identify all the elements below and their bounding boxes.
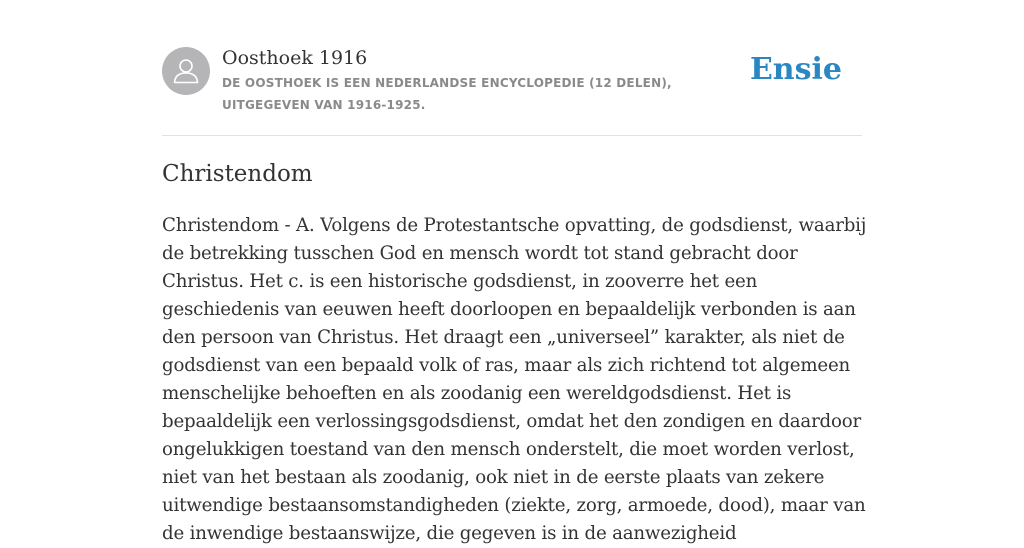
brand-logo[interactable]: Ensie (749, 52, 842, 87)
source-header (162, 46, 862, 136)
article-title: Christendom (162, 161, 313, 187)
source-name[interactable]: Oosthoek 1916 (222, 47, 368, 69)
user-icon (162, 47, 210, 95)
source-description: DE OOSTHOEK IS EEN NEDERLANDSE ENCYCLOPEDIE (12 DELEN), UITGEGEVEN VAN 1916-1925. (222, 76, 672, 112)
avatar[interactable] (162, 47, 210, 95)
article-body: Christendom - A. Volgens de Protestantsche opvatting, de godsdienst, waarbij de betrekking tusschen God en mensch wordt tot stand gebracht door Christus. Het c. is een historische godsdienst, in zooverre het een geschiedenis van eeuwen heeft doorloopen en bepaaldelijk verbonden is aan den persoon van Christus. Het draagt een „universeel” karakter, als niet de godsdienst van een bepaald volk of ras, maar als zich richtend tot algemeen menschelijke behoeften en als zoodanig een wereldgodsdienst. Het is bepaaldelijk een verlossingsgodsdienst, omdat het den zondigen en daardoor ongelukkigen toestand van den mensch onderstelt, die moet worden verlost, niet van het bestaan als zoodanig, ook niet in de eerste plaats van zekere uitwendige bestaansomstandigheden (ziekte, zorg, armoede, dood), maar van de inwendige bestaanswijze, die gegeven is in de aanwezigheid (162, 215, 867, 544)
